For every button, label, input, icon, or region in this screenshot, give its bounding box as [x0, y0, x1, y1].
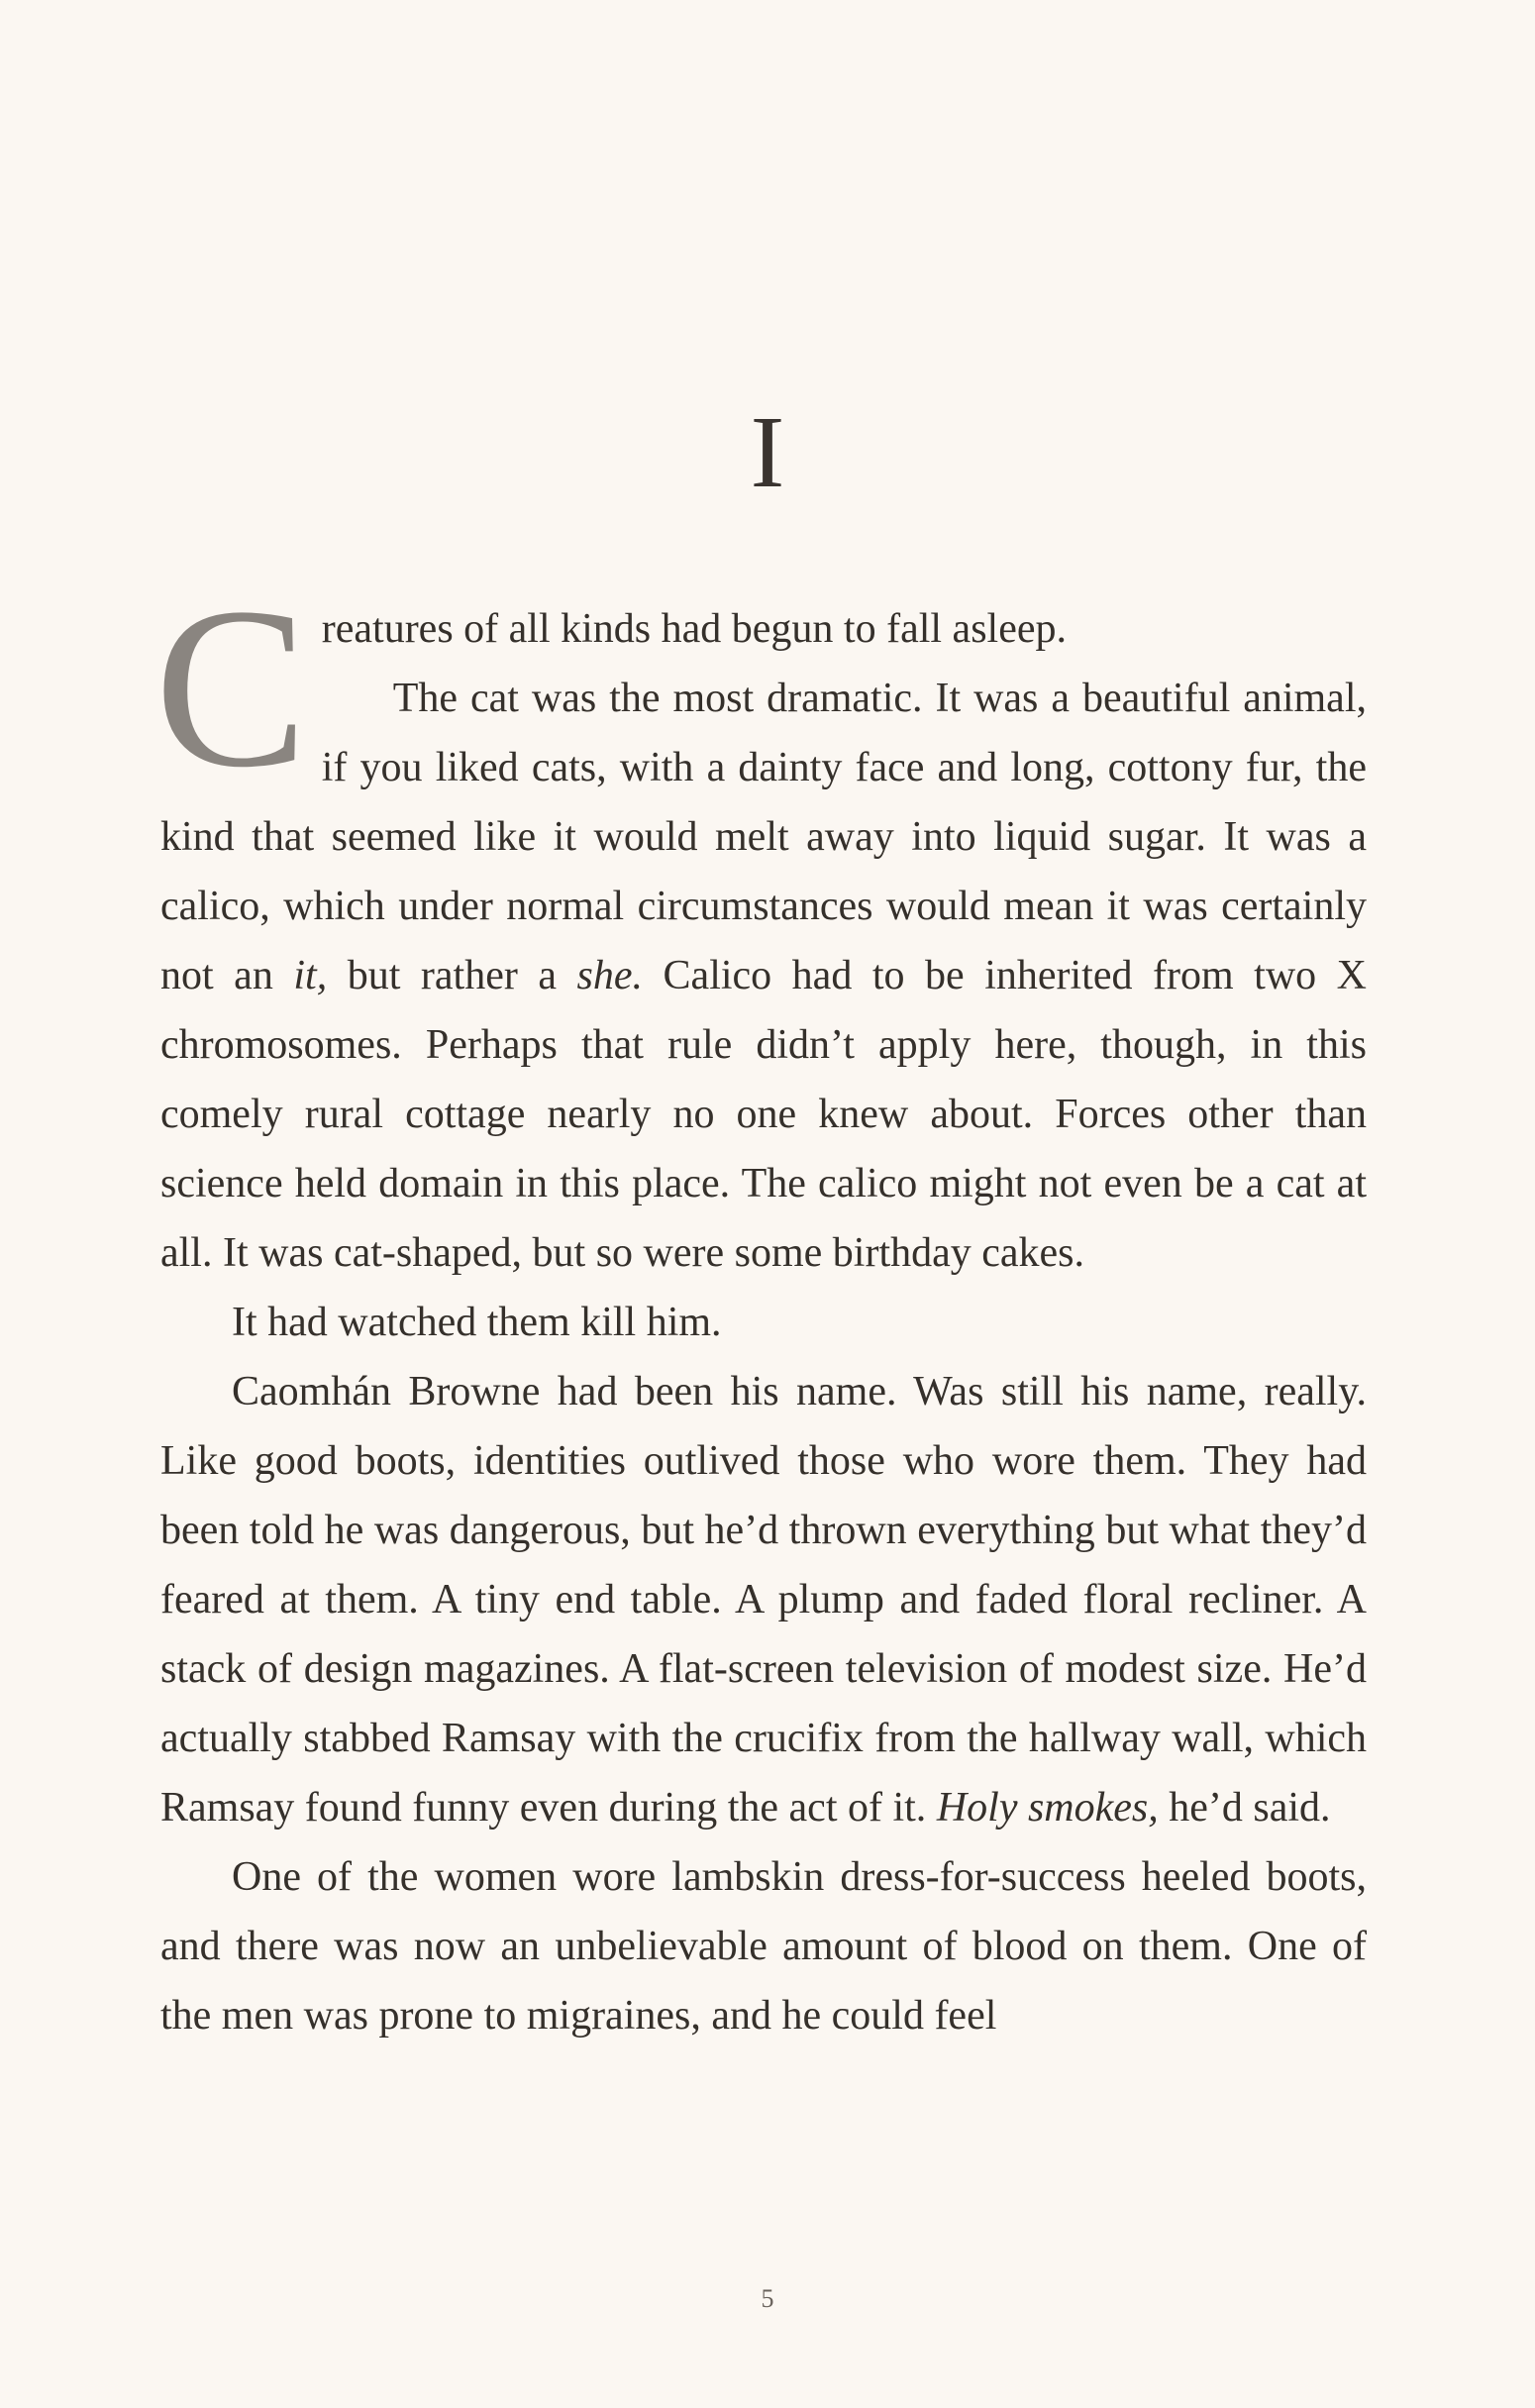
italic-holy-smokes: Holy smokes,: [936, 1785, 1159, 1831]
italic-it: it,: [293, 953, 328, 998]
paragraph-2-text-start: The cat was the most dramatic. It was a beautiful animal, if you liked cats, with a dainty face and long, cottony fur, the kind that seemed like it would melt away into liquid sugar. It was a calico, which under normal circumstances would mean it was certainly not an: [160, 676, 1367, 998]
page-number: 5: [761, 2284, 774, 2313]
paragraph-2: [160, 664, 1367, 1288]
paragraph-4: [160, 1357, 1367, 1842]
body-text: [154, 561, 1367, 2050]
paragraph-1: [154, 561, 1367, 815]
paragraph-2-text-mid: but rather a: [327, 953, 577, 998]
paragraph-4-text-end: he’d said.: [1158, 1785, 1331, 1831]
paragraph-1-text: reatures of all kinds had begun to fall asleep.: [321, 606, 1067, 652]
drop-cap: C: [154, 561, 308, 815]
paragraph-5: One of the women wore lambskin dress-for-success heeled boots, and there was now an unbelievable amount of blood on them. One of the men was prone to migraines, and he could feel: [160, 1854, 1367, 2039]
italic-she: she.: [576, 953, 644, 998]
paragraph-4-text: Caomhán Browne had been his name. Was still his name, really. Like good boots, identities outlived those who wore them. They had been told he was dangerous, but he’d thrown everything but what they’d feared at them. A tiny end table. A plump and faded floral recliner. A stack of design magazines. A flat-screen television of modest size. He’d actually stabbed Ramsay with the crucifix from the hallway wall, which Ramsay found funny even during the act of it.: [160, 1369, 1367, 1831]
paragraph-2-text-end: Calico had to be inherited from two X chromosomes. Perhaps that rule didn’t apply here, though, in this comely rural cottage nearly no one knew about. Forces other than science held domain in this place. The calico might not even be a cat at all. It was cat-shaped, but so were some birthday cakes.: [160, 953, 1367, 1276]
chapter-number: I: [750, 395, 785, 509]
paragraph-3: It had watched them kill him.: [232, 1300, 722, 1345]
